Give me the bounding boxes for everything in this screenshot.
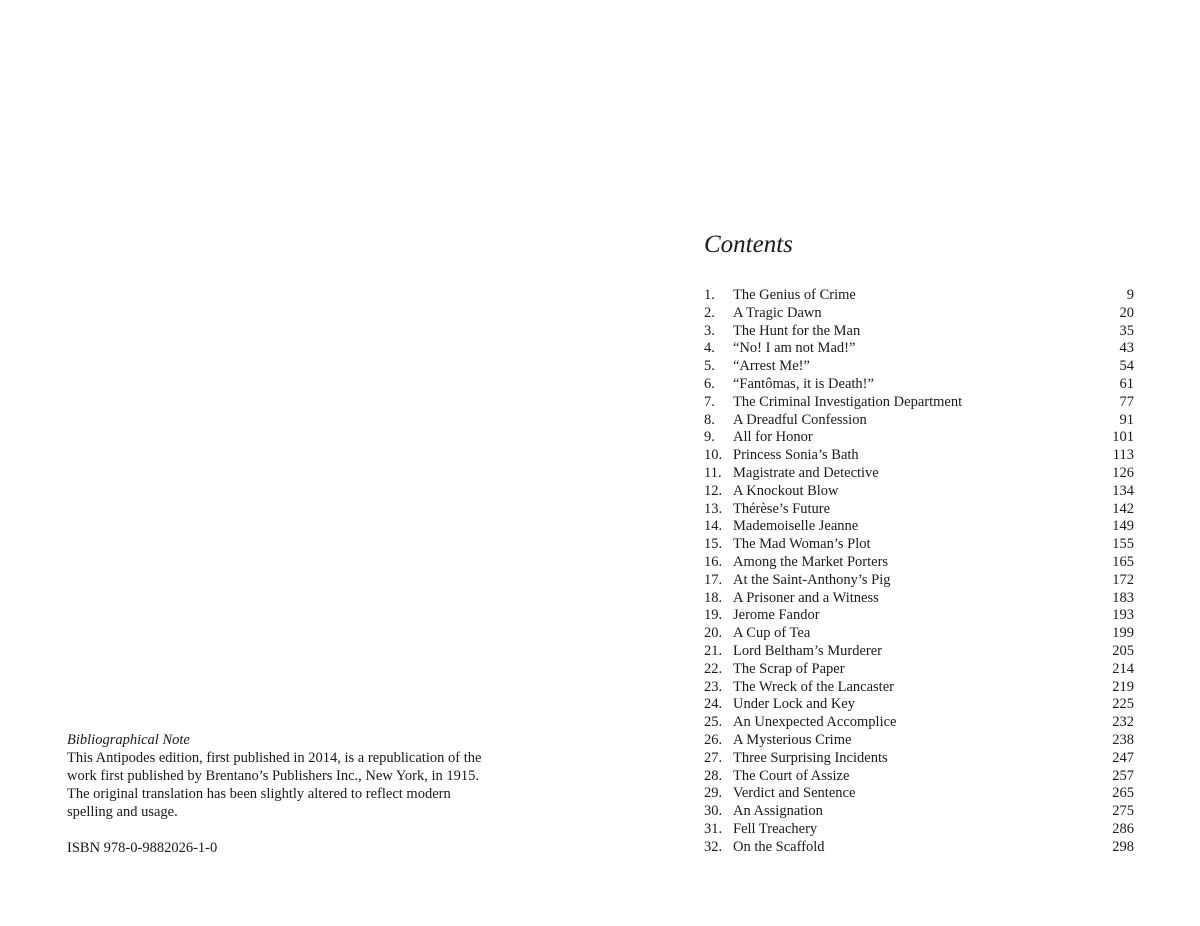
chapter-title: A Dreadful Confession — [733, 411, 867, 428]
chapter-number: 30. — [704, 803, 723, 820]
toc-entry — [704, 590, 1134, 608]
chapter-page-number: 43 — [1119, 340, 1134, 357]
chapter-number: 20. — [704, 625, 723, 642]
chapter-title: The Mad Woman’s Plot — [733, 536, 871, 553]
chapter-page-number: 172 — [1112, 571, 1134, 588]
toc-entry — [704, 554, 1134, 572]
toc-entry — [704, 821, 1134, 839]
toc-entry — [704, 323, 1134, 341]
chapter-number: 31. — [704, 820, 723, 837]
chapter-page-number: 35 — [1119, 322, 1134, 339]
chapter-page-number: 232 — [1112, 714, 1134, 731]
chapter-page-number: 149 — [1112, 518, 1134, 535]
toc-entry — [704, 536, 1134, 554]
bibliographical-note — [67, 731, 537, 857]
chapter-number: 2. — [704, 304, 715, 321]
chapter-number: 5. — [704, 358, 715, 375]
chapter-title: The Genius of Crime — [733, 287, 856, 303]
chapter-title: At the Saint-Anthony’s Pig — [733, 571, 891, 588]
chapter-page-number: 275 — [1112, 803, 1134, 820]
toc-entry — [704, 340, 1134, 358]
chapter-page-number: 165 — [1112, 553, 1134, 570]
toc-entry — [704, 679, 1134, 697]
chapter-title: Fell Treachery — [733, 820, 818, 837]
toc-entry — [704, 572, 1134, 590]
chapter-title: Thérèse’s Future — [733, 500, 831, 517]
chapter-number: 14. — [704, 518, 723, 535]
chapter-number: 22. — [704, 660, 723, 677]
chapter-number: 9. — [704, 429, 715, 446]
chapter-page-number: 77 — [1119, 393, 1134, 410]
chapter-number: 21. — [704, 642, 723, 659]
chapter-title: Verdict and Sentence — [733, 785, 856, 802]
toc-entry — [704, 643, 1134, 661]
toc-entry — [704, 607, 1134, 625]
toc-entry — [704, 714, 1134, 732]
toc-entry — [704, 483, 1134, 501]
chapter-number: 32. — [704, 838, 723, 855]
chapter-page-number: 101 — [1112, 429, 1134, 446]
chapter-title: “Arrest Me!” — [733, 358, 810, 375]
chapter-number: 19. — [704, 607, 723, 624]
chapter-title: Princess Sonia’s Bath — [733, 447, 859, 464]
chapter-page-number: 113 — [1112, 447, 1134, 464]
chapter-number: 4. — [704, 340, 715, 357]
chapter-page-number: 265 — [1112, 785, 1134, 802]
chapter-number: 11. — [704, 464, 722, 481]
chapter-page-number: 286 — [1112, 820, 1134, 837]
contents-heading: Contents — [704, 231, 793, 258]
chapter-title: Magistrate and Detective — [733, 464, 879, 481]
chapter-page-number: 257 — [1112, 767, 1134, 784]
chapter-number: 18. — [704, 589, 723, 606]
toc-entry — [704, 394, 1134, 412]
chapter-number: 27. — [704, 749, 723, 766]
chapter-title: A Cup of Tea — [733, 625, 811, 642]
chapter-page-number: 54 — [1119, 358, 1134, 375]
isbn: ISBN 978-0-9882026-1-0 — [67, 840, 218, 856]
toc-entry — [704, 412, 1134, 430]
chapter-page-number: 20 — [1119, 304, 1134, 321]
chapter-number: 13. — [704, 500, 723, 517]
toc-entry — [704, 839, 1134, 857]
chapter-page-number: 205 — [1112, 642, 1134, 659]
chapter-title: An Unexpected Accomplice — [733, 714, 897, 731]
chapter-number: 17. — [704, 571, 723, 588]
chapter-title: “No! I am not Mad!” — [733, 340, 856, 357]
chapter-title: Under Lock and Key — [733, 696, 855, 713]
toc-entry — [704, 750, 1134, 768]
chapter-title: A Prisoner and a Witness — [733, 589, 879, 606]
chapter-title: A Mysterious Crime — [733, 731, 852, 748]
chapter-title: Jerome Fandor — [733, 607, 820, 624]
toc-entry — [704, 358, 1134, 376]
chapter-title: An Assignation — [733, 803, 823, 820]
toc-entry — [704, 429, 1134, 447]
chapter-page-number: 134 — [1112, 482, 1134, 499]
chapter-page-number: 142 — [1112, 500, 1134, 517]
chapter-page-number: 247 — [1112, 749, 1134, 766]
chapter-title: “Fantômas, it is Death!” — [733, 375, 874, 392]
chapter-page-number: 298 — [1112, 838, 1134, 855]
toc-entry — [704, 732, 1134, 750]
chapter-number: 15. — [704, 536, 723, 553]
chapter-number: 6. — [704, 375, 715, 392]
toc-entry — [704, 447, 1134, 465]
toc-entry — [704, 465, 1134, 483]
chapter-title: Lord Beltham’s Murderer — [733, 642, 882, 659]
toc-entry — [704, 696, 1134, 714]
toc-entry — [704, 625, 1134, 643]
chapter-title: Among the Market Porters — [733, 553, 889, 570]
chapter-page-number: 219 — [1112, 678, 1134, 695]
toc-entry — [704, 501, 1134, 519]
chapter-number: 7. — [704, 393, 715, 410]
chapter-page-number: 61 — [1119, 375, 1134, 392]
chapter-title: Mademoiselle Jeanne — [733, 518, 859, 535]
chapter-number: 25. — [704, 714, 723, 731]
chapter-title: The Scrap of Paper — [733, 660, 845, 677]
chapter-page-number: 9 — [1126, 287, 1134, 303]
chapter-number: 24. — [704, 696, 723, 713]
chapter-title: On the Scaffold — [733, 838, 825, 855]
chapter-number: 3. — [704, 322, 715, 339]
chapter-page-number: 91 — [1119, 411, 1134, 428]
toc-entry — [704, 803, 1134, 821]
chapter-page-number: 126 — [1112, 464, 1134, 481]
chapter-page-number: 214 — [1112, 660, 1134, 677]
chapter-page-number: 238 — [1112, 731, 1134, 748]
chapter-number: 12. — [704, 482, 723, 499]
chapter-number: 26. — [704, 731, 723, 748]
bib-note-line: spelling and usage. — [67, 804, 178, 820]
chapter-title: A Tragic Dawn — [733, 304, 822, 321]
chapter-page-number: 193 — [1112, 607, 1134, 624]
chapter-number: 16. — [704, 553, 723, 570]
toc-entry — [704, 661, 1134, 679]
toc-entry — [704, 305, 1134, 323]
toc-entry — [704, 768, 1134, 786]
chapter-number: 10. — [704, 447, 723, 464]
chapter-page-number: 155 — [1112, 536, 1134, 553]
toc-entry — [704, 287, 1134, 305]
chapter-title: All for Honor — [733, 429, 813, 446]
toc-entry — [704, 518, 1134, 536]
toc-entry — [704, 785, 1134, 803]
chapter-page-number: 225 — [1112, 696, 1134, 713]
chapter-title: The Hunt for the Man — [733, 322, 861, 339]
chapter-title: Three Surprising Incidents — [733, 749, 888, 766]
bib-note-title: Bibliographical Note — [67, 732, 190, 748]
chapter-number: 29. — [704, 785, 723, 802]
chapter-number: 8. — [704, 411, 715, 428]
bib-note-line: This Antipodes edition, first published in 2014, is a republication of the — [67, 750, 482, 766]
chapter-page-number: 183 — [1112, 589, 1134, 606]
toc-entry — [704, 376, 1134, 394]
bib-note-line: The original translation has been slightly altered to reflect modern — [67, 786, 451, 802]
chapter-page-number: 199 — [1112, 625, 1134, 642]
chapter-title: A Knockout Blow — [733, 482, 839, 499]
chapter-title: The Court of Assize — [733, 767, 850, 784]
table-of-contents — [704, 287, 1134, 857]
chapter-number: 28. — [704, 767, 723, 784]
bib-note-line: work first published by Brentano’s Publishers Inc., New York, in 1915. — [67, 768, 480, 784]
chapter-number: 1. — [704, 287, 715, 303]
chapter-title: The Wreck of the Lancaster — [733, 678, 894, 695]
chapter-title: The Criminal Investigation Department — [733, 393, 963, 410]
chapter-number: 23. — [704, 678, 723, 695]
